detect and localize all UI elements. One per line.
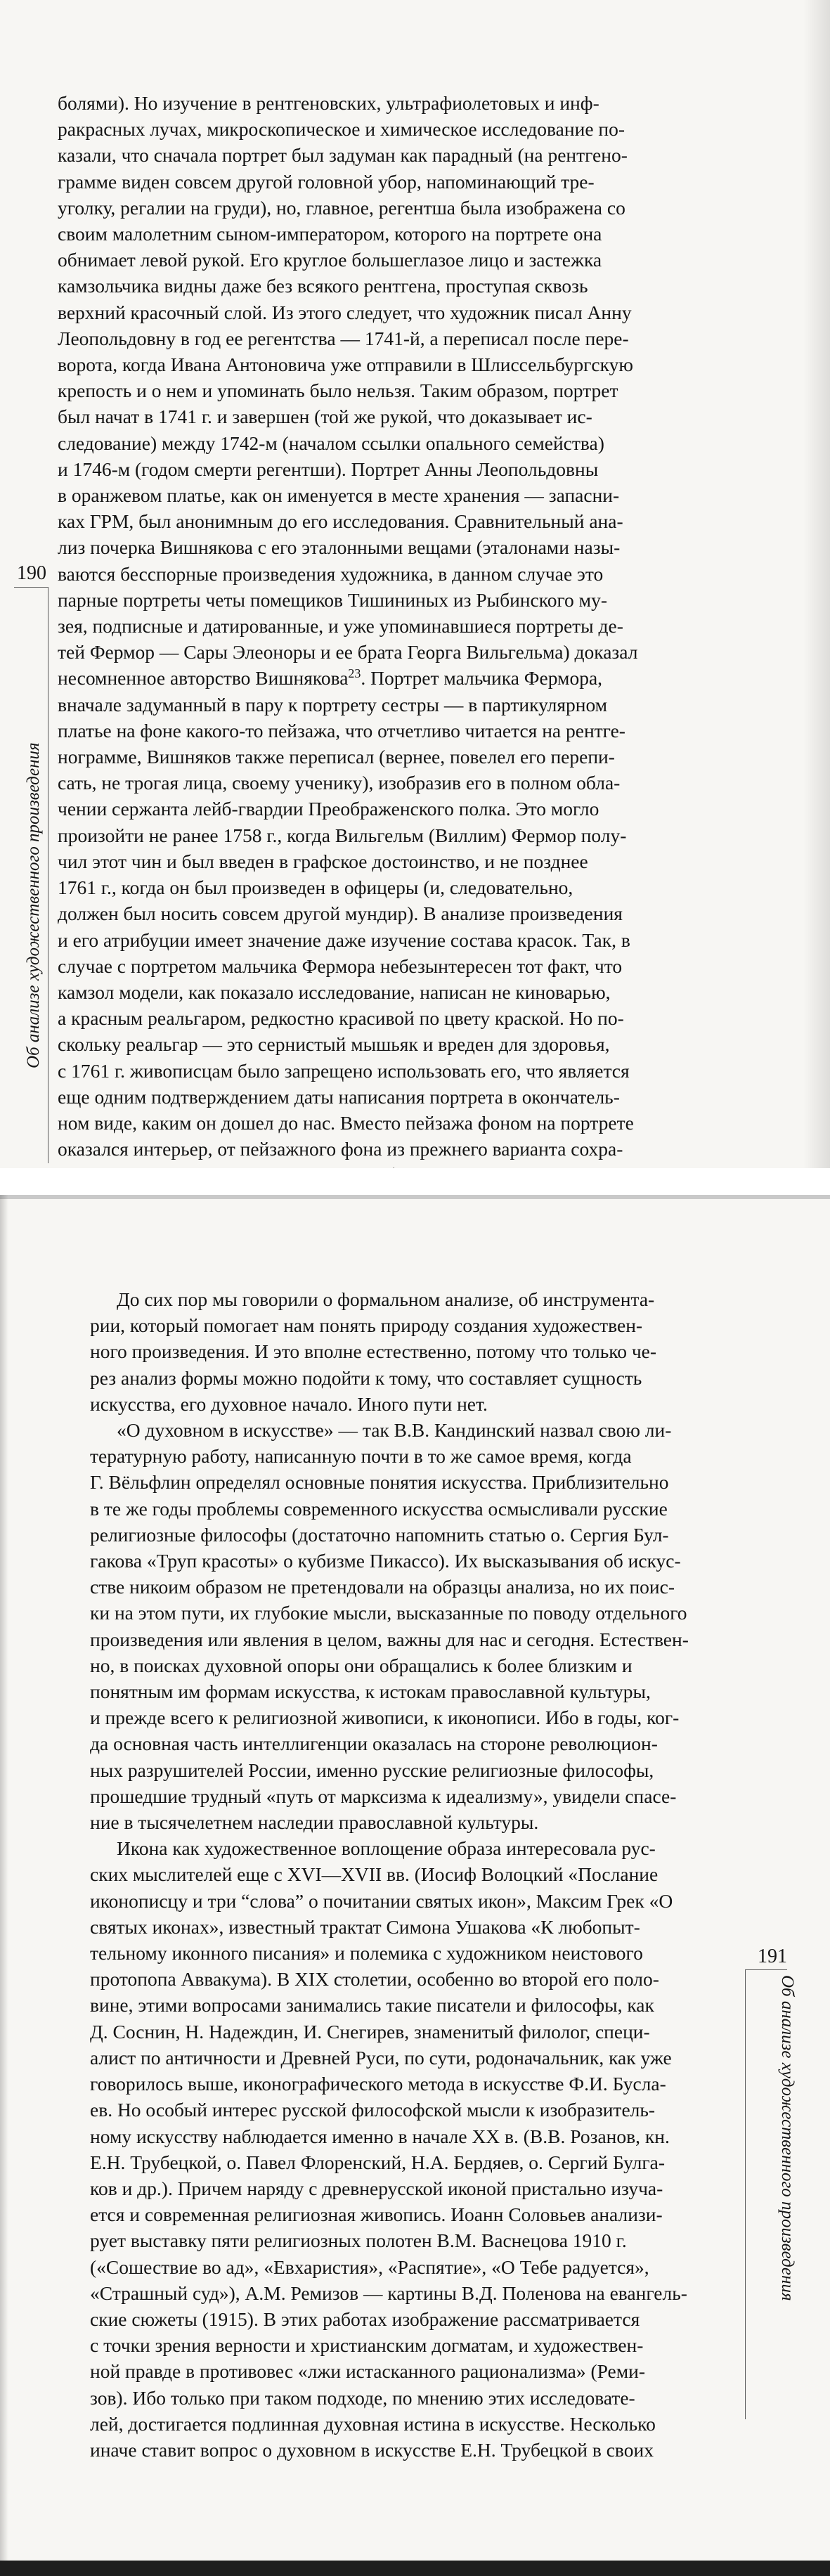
text-line: а красным реальгаром, редкостно красивой по цвету краской. Но по- (58, 1007, 624, 1030)
text-line: случае с портретом мальчика Фермора небезынтересен тот факт, что (58, 954, 623, 977)
text-line: обнимает левой рукой. Его круглое большеглазое лицо и застежка (58, 249, 602, 271)
margin-rule (745, 1969, 746, 2419)
page-top-edge (0, 1195, 830, 1199)
text-line: 1761 г., когда он был произведен в офицеры (и, следовательно, (58, 876, 573, 899)
text-line: уголку, регалии на груди), но, главное, регентша была изображена со (58, 196, 625, 219)
text-line: но, в поисках духовной опоры они обращались к более близким и (90, 1654, 633, 1676)
page-number-rule (745, 1969, 787, 1970)
text-line: грамме виден совсем другой головной убор, напоминающий тре- (58, 170, 595, 193)
text-line: ному искусству наблюдается именно в начале XX в. (В.В. Розанов, кн. (90, 2125, 670, 2147)
page-190 (0, 0, 830, 1168)
text-line: иконописцу и три “слова” о почитании святых икон», Максим Грек «О (90, 1889, 673, 1912)
text-line: ние в тысячелетнем наследии православной культуры. (90, 1811, 539, 1834)
text-line: да основная часть интеллигенции оказалась на стороне революцион- (90, 1733, 658, 1755)
text-line: зов). Ибо только при таком подходе, по мнению этих исследовате- (90, 2386, 635, 2409)
text-line: стве никоим образом не претендовали на образцы анализа, но их поис- (90, 1576, 675, 1598)
page-edge-shadow (803, 0, 830, 1168)
text-line: сать, не трогая лица, своему ученику), изобразив его в полном обла- (58, 772, 621, 794)
text-line: нограмме, Вишняков также переписал (вернее, повелел его перепи- (58, 746, 615, 768)
text-line: верхний красочный слой. Из этого следует, что художник писал Анну (58, 301, 632, 323)
text-line: и 1746-м (годом смерти регентши). Портрет Анны Леопольдовны (58, 458, 599, 480)
text-line: тей Фермор — Сары Элеоноры и ее брата Георга Вильгельма) доказал (58, 641, 638, 664)
text-line: рии, который помогает нам понять природу создания художествен- (90, 1314, 643, 1337)
text-line: Икона как художественное воплощение образа интересовала рус- (117, 1837, 656, 1860)
text-line: болями). Но изучение в рентгеновских, ультрафиолетовых и инф- (58, 92, 599, 114)
page-number: 190 (17, 562, 46, 584)
text-line: лей, достигается подлинная духовная истина в искусстве. Несколько (90, 2412, 656, 2435)
text-line: «Страшный суд»), А.М. Ремизов — картины В.Д. Поленова на евангель- (90, 2281, 687, 2304)
text-line: гакова «Труп красоты» о кубизме Пикассо). Их высказывания об искус- (90, 1550, 681, 1572)
page-gap (0, 1168, 830, 1195)
text-line: крепость и о нем и упоминать было нельзя. Таким образом, портрет (58, 380, 618, 402)
text-line: Г. Вёльфлин определял основные понятия искусства. Приблизительно (90, 1471, 669, 1494)
text-line: и прежде всего к религиозной живописи, к иконописи. Ибо в годы, ког- (90, 1707, 680, 1729)
text-line: чении сержанта лейб-гвардии Преображенского полка. Это могло (58, 798, 599, 820)
page-bottom-edge (0, 2561, 830, 2576)
paragraph (90, 1286, 731, 1417)
text-line: должен был носить совсем другой мундир). В анализе произведения (58, 902, 623, 925)
text-line: ном виде, каким он дошел до нас. Вместо пейзажа фоном на портрете (58, 1111, 634, 1134)
paragraph (58, 90, 767, 1215)
text-line: алист по античности и Древней Руси, по сути, родоначальник, как уже (90, 2046, 672, 2069)
text-line: в те же годы проблемы современного искусства осмысливали русские (90, 1497, 668, 1520)
text-line: с точки зрения верности и христианским догматам, и художествен- (90, 2334, 644, 2357)
text-line: прошедшие трудный «путь от марксизма к идеализму», увидели спасе- (90, 1785, 677, 1807)
text-line: рует выставку пяти религиозных полотен В.М. Васнецова 1910 г. (90, 2229, 627, 2252)
text-line: «О духовном в искусстве» — так В.В. Кандинский назвал свою ли- (117, 1419, 672, 1442)
page-191 (0, 1195, 830, 2576)
text-line: иначе ставит вопрос о духовном в искусстве Е.Н. Трубецкой в своих (90, 2438, 654, 2461)
text-line: ваются бесспорные произведения художника, в данном случае это (58, 562, 604, 585)
text-line: тературную работу, написанную почти в то же самое время, когда (90, 1445, 632, 1468)
text-line: скольку реальгар — это сернистый мышьяк и вреден для здоровья, (58, 1033, 610, 1056)
text-line: еще одним подтверждением даты написания портрета в окончатель- (58, 1085, 620, 1108)
text-line: казали, что сначала портрет был задуман как парадный (на рентгено- (58, 144, 628, 167)
text-line: зея, подписные и датированные, и уже упоминавшиеся портреты де- (58, 615, 623, 637)
text-line: в оранжевом платье, как он именуется в месте хранения — запасни- (58, 484, 620, 507)
text-line: ские сюжеты (1915). В этих работах изображение рассматривается (90, 2308, 640, 2330)
text-line: своим малолетним сыном-императором, которого на портрете она (58, 223, 602, 245)
text-line: с 1761 г. живописцам было запрещено использовать его, что является (58, 1059, 630, 1082)
page-number: 191 (758, 1946, 787, 1967)
text-line: лиз почерка Вишнякова с его эталонными вещами (эталонами назы- (58, 536, 621, 559)
text-line: Е.Н. Трубецкой, о. Павел Флоренский, Н.А. Бердяев, о. Сергий Булга- (90, 2151, 666, 2173)
text-line: был начат в 1741 г. и завершен (той же рукой, что доказывает ис- (58, 406, 592, 428)
text-line: несомненное авторство Вишнякова$^{23}$. Портрет мальчика Фермора, (58, 666, 603, 690)
text-line: вине, этими вопросами занимались такие писатели и философы, как (90, 1994, 654, 2017)
running-head: Об анализе художественного произведения (24, 742, 43, 1068)
text-line: ских мыслителей еще с XVI—XVII вв. (Иосиф Волоцкий «Послание (90, 1863, 659, 1886)
text-line: и его атрибуции имеет значение даже изучение состава красок. Так, в (58, 928, 630, 951)
text-line: Леопольдовну в год ее регентства — 1741-й, а переписал после пере- (58, 327, 629, 349)
text-line: следование) между 1742-м (началом ссылки опального семейства) (58, 432, 604, 454)
text-line: ного произведения. И это вполне естественно, потому что только че- (90, 1340, 657, 1363)
text-line: ков и др.). Причем наряду с древнерусской иконой пристально изуча- (90, 2177, 663, 2199)
page-number-rule (14, 587, 48, 588)
text-line: святых иконах», известный трактат Симона Ушакова «К любопыт- (90, 1915, 640, 1938)
text-line: понятным им формам искусства, к истокам православной культуры, (90, 1681, 651, 1703)
text-line: парные портреты четы помещиков Тишининых из Рыбинского му- (58, 588, 607, 611)
text-line: протопопа Аввакума). В XIX столетии, особенно во второй его поло- (90, 1968, 659, 1991)
page-edge-shadow (0, 1195, 8, 2576)
text-line: платье на фоне какого-то пейзажа, что отчетливо читается на рентге- (58, 719, 625, 742)
text-line: произойти не ранее 1758 г., когда Вильгельм (Виллим) Фермор полу- (58, 824, 627, 846)
text-line: оказался интерьер, от пейзажного фона из прежнего варианта сохра- (58, 1138, 623, 1160)
text-line: камзол модели, как показало исследование, написан не киноварью, (58, 980, 611, 1003)
text-line: рез анализ формы можно подойти к тому, что составляет сущность (90, 1366, 642, 1389)
text-line: произведения или явления в целом, важны для нас и сегодня. Естествен- (90, 1628, 689, 1650)
text-line: говорилось выше, иконографического метода в искусстве Ф.И. Бусла- (90, 2073, 666, 2095)
body-text (58, 90, 767, 1215)
body-text (90, 1286, 731, 2463)
text-line: вначале задуманный в пару к портрету сестры — в партикулярном (58, 693, 608, 716)
text-line: («Сошествие во ад», «Евхаристия», «Распятие», «О Тебе радуется», (90, 2255, 649, 2278)
text-line: тельному иконного писания» и полемика с художником неистового (90, 1942, 643, 1965)
text-line: ках ГРМ, был анонимным до его исследования. Сравнительный ана- (58, 510, 623, 533)
text-line: ки на этом пути, их глубокие мысли, высказанные по поводу отдельного (90, 1602, 687, 1624)
text-line: Д. Соснин, Н. Надеждин, И. Снегирев, знаменитый филолог, специ- (90, 2020, 650, 2043)
text-line: религиозные философы (достаточно напомнить статью о. Сергия Бул- (90, 1523, 669, 1546)
footnote-marker: 23 (348, 666, 361, 681)
text-line: ворота, когда Ивана Антоновича уже отправили в Шлиссельбургскую (58, 354, 633, 376)
text-line: ных разрушителей России, именно русские религиозные философы, (90, 1759, 654, 1781)
text-line: До сих пор мы говорили о формальном анализе, об инструмента- (117, 1288, 655, 1310)
text-line: камзольчика видны даже без всякого рентгена, проступая сквозь (58, 275, 588, 297)
paragraph (90, 1835, 731, 2463)
text-line: ев. Но особый интерес русской философской мысли к изобразитель- (90, 2099, 656, 2121)
paragraph (90, 1417, 731, 1835)
running-head: Об анализе художественного произведения (778, 1975, 797, 2301)
text-line: ракрасных лучах, микроскопическое и химическое исследование по- (58, 118, 625, 141)
text-line: чил этот чин и был введен в графское достоинство, и не позднее (58, 850, 588, 872)
text-line: ной правде в противовес «лжи истасканного рационализма» (Реми- (90, 2360, 646, 2383)
text-line: ется и современная религиозная живопись. Иоанн Соловьев анализи- (90, 2203, 663, 2226)
text-line: искусства, его духовное начало. Иного пути нет. (90, 1392, 488, 1415)
